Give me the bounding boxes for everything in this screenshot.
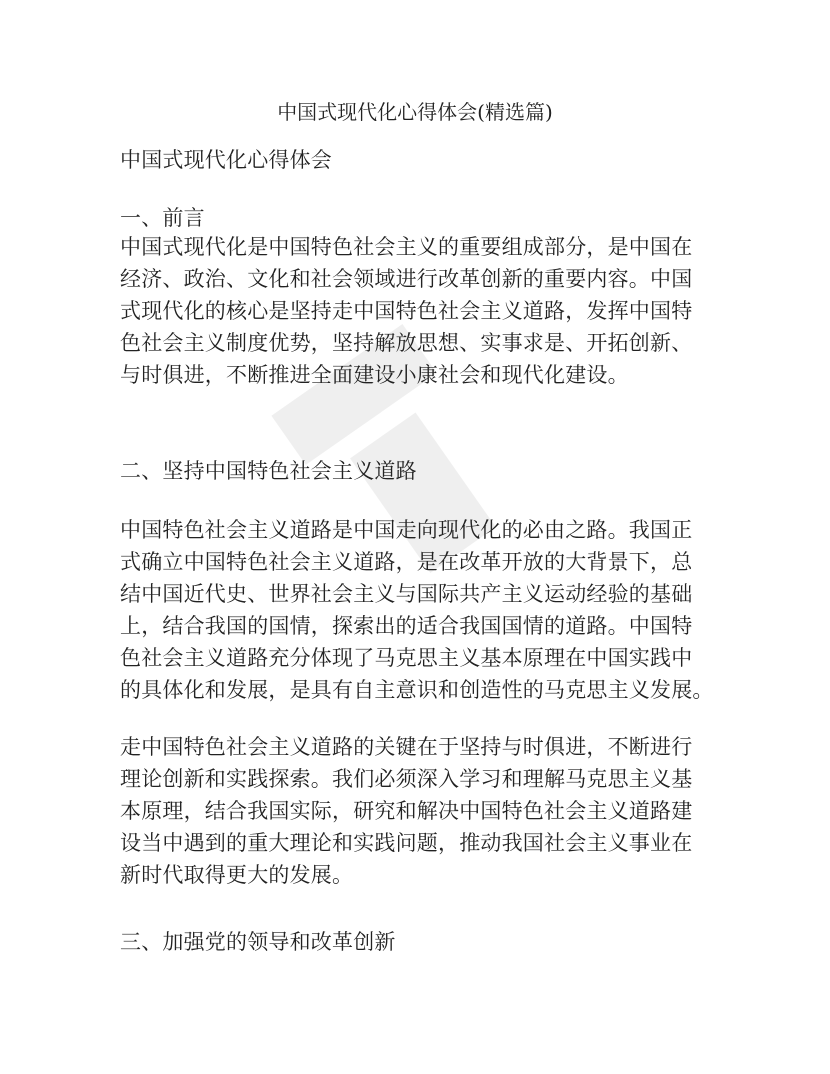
text-line: 本原理，结合我国实际，研究和解决中国特色社会主义道路建 bbox=[120, 799, 693, 823]
text-line: 理论创新和实践探索。我们必须深入学习和理解马克思主义基 bbox=[120, 767, 693, 791]
text-line: 与时俱进，不断推进全面建设小康社会和现代化建设。 bbox=[120, 363, 629, 387]
section-heading: 一、前言 bbox=[120, 206, 205, 230]
text-line: 结中国近代史、世界社会主义与国际共产主义运动经验的基础 bbox=[120, 582, 693, 606]
text-line: 的具体化和发展，是具有自主意识和创造性的马克思主义发展。 bbox=[120, 678, 714, 702]
text-line: 式确立中国特色社会主义道路，是在改革开放的大背景下，总 bbox=[120, 550, 693, 574]
document-title: 中国式现代化心得体会(精选篇) bbox=[277, 100, 553, 124]
text-line: 设当中遇到的重大理论和实践问题，推动我国社会主义事业在 bbox=[120, 831, 693, 855]
section-heading: 二、坚持中国特色社会主义道路 bbox=[120, 459, 417, 483]
document-subtitle: 中国式现代化心得体会 bbox=[120, 148, 332, 172]
text-line: 经济、政治、文化和社会领域进行改革创新的重要内容。中国 bbox=[120, 267, 693, 291]
section-heading: 三、加强党的领导和改革创新 bbox=[120, 930, 396, 954]
paragraph bbox=[120, 231, 692, 391]
text-line: 上，结合我国的国情，探索出的适合我国国情的道路。中国特 bbox=[120, 614, 693, 638]
text-line: 中国式现代化是中国特色社会主义的重要组成部分，是中国在 bbox=[120, 235, 693, 259]
paragraph bbox=[120, 731, 692, 891]
text-line: 中国特色社会主义道路是中国走向现代化的必由之路。我国正 bbox=[120, 518, 693, 542]
paragraph bbox=[120, 514, 714, 706]
text-line: 色社会主义制度优势，坚持解放思想、实事求是、开拓创新、 bbox=[120, 331, 693, 355]
text-line: 式现代化的核心是坚持走中国特色社会主义道路，发挥中国特 bbox=[120, 299, 693, 323]
text-line: 新时代取得更大的发展。 bbox=[120, 863, 354, 887]
text-line: 色社会主义道路充分体现了马克思主义基本原理在中国实践中 bbox=[120, 646, 693, 670]
text-line: 走中国特色社会主义道路的关键在于坚持与时俱进，不断进行 bbox=[120, 735, 693, 759]
